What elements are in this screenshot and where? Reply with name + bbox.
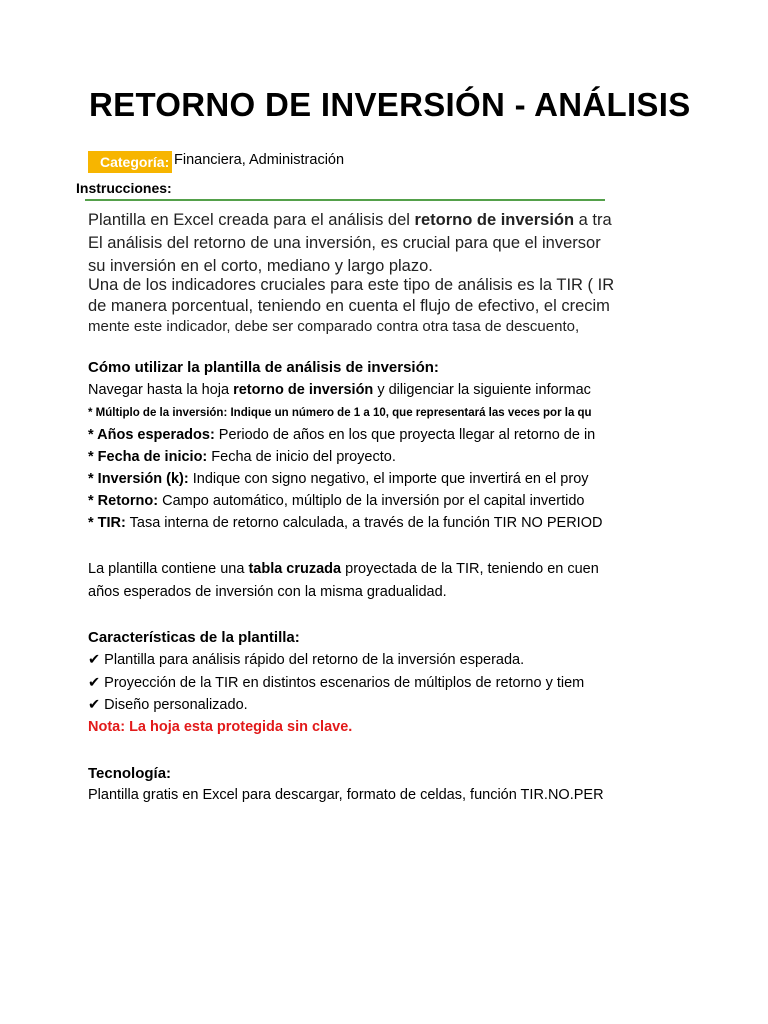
item-desc: Periodo de años en los que proyecta llegar al retorno de in bbox=[214, 427, 596, 443]
item-fecha bbox=[88, 449, 396, 465]
feature-item: ✔ Proyección de la TIR en distintos escenarios de múltiplos de retorno y tiem bbox=[88, 675, 585, 691]
features-heading: Características de la plantilla: bbox=[88, 629, 300, 646]
divider-rule bbox=[85, 199, 605, 201]
intro-text: Plantilla en Excel creada para el análisis del bbox=[88, 211, 415, 229]
intro-line-1 bbox=[88, 211, 612, 230]
feature-item: ✔ Plantilla para análisis rápido del retorno de la inversión esperada. bbox=[88, 652, 525, 668]
item-desc: Tasa interna de retorno calculada, a través de la función TIR NO PERIOD bbox=[125, 515, 603, 531]
intro-line-2: El análisis del retorno de una inversión, es crucial para que el inversor bbox=[88, 234, 601, 252]
cross-bold: tabla cruzada bbox=[248, 561, 342, 577]
item-desc: Indique un número de 1 a 10, que representará las veces por la qu bbox=[227, 407, 592, 419]
item-desc: Indique con signo negativo, el importe que invertirá en el proy bbox=[188, 471, 589, 487]
cross-line-2: años esperados de inversión con la misma gradualidad. bbox=[88, 584, 447, 600]
item-key: * Múltiplo de la inversión: bbox=[88, 407, 228, 419]
instructions-label: Instrucciones: bbox=[76, 180, 172, 196]
intro-bold: retorno de inversión bbox=[414, 211, 575, 229]
item-key: * Retorno: bbox=[88, 493, 159, 509]
item-desc: Campo automático, múltiplo de la inversión por el capital invertido bbox=[158, 493, 585, 509]
nav-text: y diligenciar la siguiente informac bbox=[373, 382, 591, 398]
cross-text: La plantilla contiene una bbox=[88, 561, 249, 577]
intro-text: a tra bbox=[574, 211, 612, 229]
intro-line-5: de manera porcentual, teniendo en cuenta el flujo de efectivo, el crecim bbox=[88, 297, 610, 315]
item-key: * Inversión (k): bbox=[88, 471, 189, 487]
feature-item: ✔ Diseño personalizado. bbox=[88, 697, 248, 713]
howto-nav-line bbox=[88, 382, 591, 398]
protection-note: Nota: La hoja esta protegida sin clave. bbox=[88, 719, 353, 735]
item-anios bbox=[88, 427, 595, 443]
item-multiplo bbox=[88, 407, 592, 419]
intro-line-6: mente este indicador, debe ser comparado contra otra tasa de descuento, bbox=[88, 318, 580, 335]
cross-text: proyectada de la TIR, teniendo en cuen bbox=[341, 561, 599, 577]
item-key: * Fecha de inicio: bbox=[88, 449, 208, 465]
nav-text: Navegar hasta la hoja bbox=[88, 382, 234, 398]
item-key: * TIR: bbox=[88, 515, 126, 531]
item-inversion bbox=[88, 471, 589, 487]
cross-line-1 bbox=[88, 561, 599, 577]
howto-heading: Cómo utilizar la plantilla de análisis de inversión: bbox=[88, 359, 439, 376]
page-title: RETORNO DE INVERSIÓN - ANÁLISIS bbox=[89, 86, 691, 123]
item-tir bbox=[88, 515, 602, 531]
category-value: Financiera, Administración bbox=[174, 152, 345, 168]
intro-line-3: su inversión en el corto, mediano y largo plazo. bbox=[88, 257, 433, 275]
tech-heading: Tecnología: bbox=[88, 765, 172, 782]
item-key: * Años esperados: bbox=[88, 427, 215, 443]
item-retorno bbox=[88, 493, 584, 509]
tech-text: Plantilla gratis en Excel para descargar, formato de celdas, función TIR.NO.PER bbox=[88, 787, 604, 803]
item-desc: Fecha de inicio del proyecto. bbox=[207, 449, 396, 465]
category-label: Categoría: bbox=[88, 151, 172, 173]
nav-bold: retorno de inversión bbox=[233, 382, 374, 398]
intro-line-4: Una de los indicadores cruciales para este tipo de análisis es la TIR ( IR bbox=[88, 276, 615, 294]
